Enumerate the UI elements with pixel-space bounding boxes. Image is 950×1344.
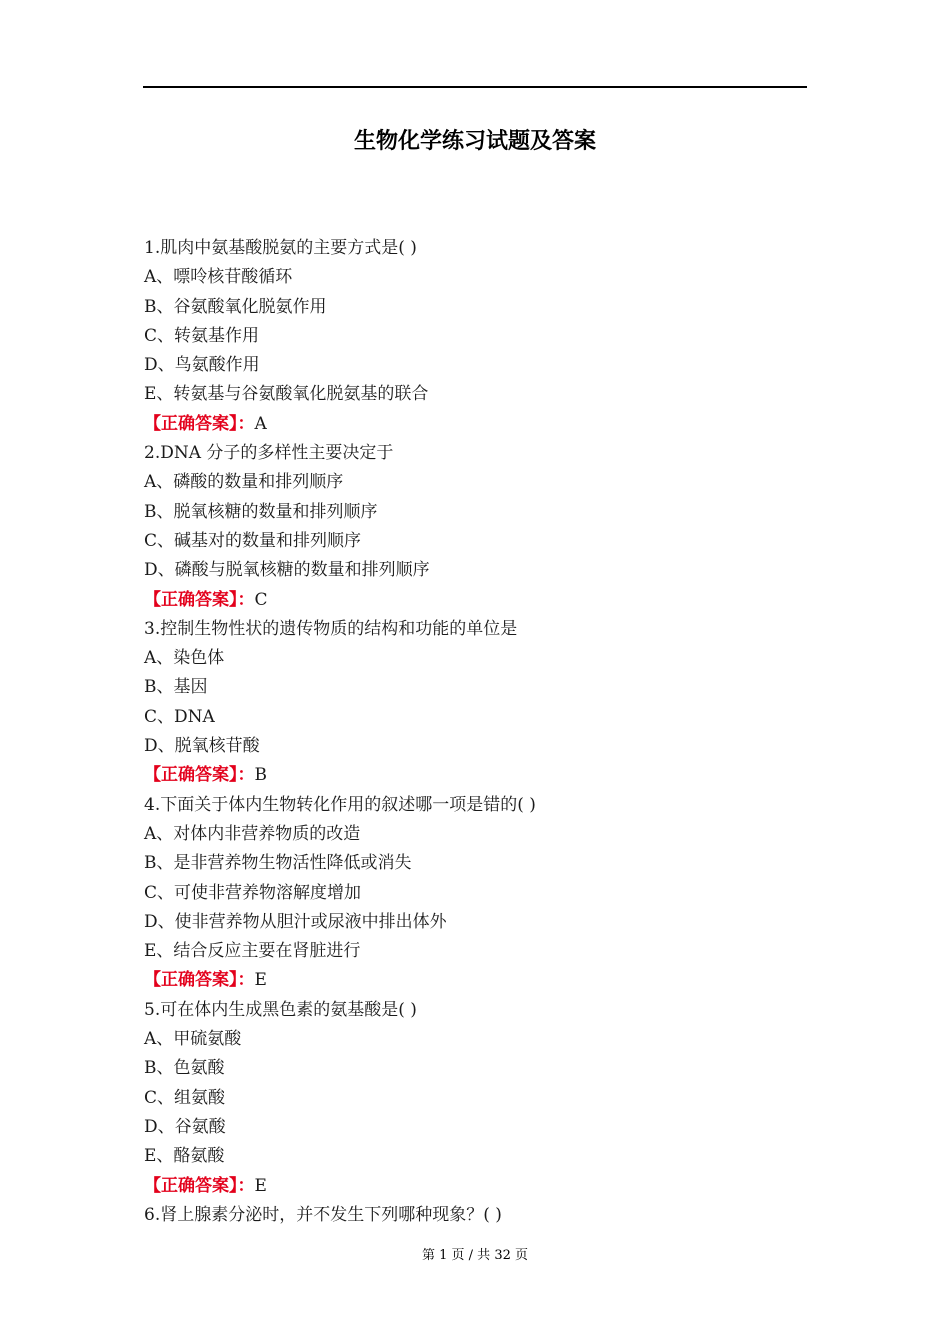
option-c: C、可使非营养物溶解度增加 xyxy=(144,882,362,903)
answer-line xyxy=(144,586,804,615)
answer-label: 【正确答案】： xyxy=(144,413,255,434)
option-b: B、是非营养物生物活性降低或消失 xyxy=(144,853,412,874)
option-e: E、转氨基与谷氨酸氧化脱氨基的联合 xyxy=(144,384,429,405)
option-d: D、使非营养物从胆汁或尿液中排出体外 xyxy=(144,911,447,932)
question-stem: 6.肾上腺素分泌时，并不发生下列哪种现象？( ) xyxy=(144,1204,502,1225)
option-a: A、甲硫氨酸 xyxy=(144,1029,242,1050)
question-stem: 1.肌肉中氨基酸脱氨的主要方式是( ) xyxy=(144,238,417,258)
option-b: B、脱氧核糖的数量和排列顺序 xyxy=(144,501,378,522)
question-stem: 2.DNA 分子的多样性主要决定于 xyxy=(144,443,394,464)
question-list xyxy=(144,234,804,1230)
option-b: B、谷氨酸氧化脱氨作用 xyxy=(144,296,327,317)
question-4 xyxy=(144,791,804,996)
answer-value: E xyxy=(254,970,267,991)
option-d: D、鸟氨酸作用 xyxy=(144,355,260,376)
question-stem: 4.下面关于体内生物转化作用的叙述哪一项是错的( ) xyxy=(144,794,536,815)
option-a: A、对体内非营养物质的改造 xyxy=(144,823,361,844)
option-c: C、碱基对的数量和排列顺序 xyxy=(144,530,362,551)
option-d: D、谷氨酸 xyxy=(144,1116,226,1137)
option-d: D、脱氧核苷酸 xyxy=(144,736,260,757)
question-6 xyxy=(144,1201,804,1230)
question-stem: 3.控制生物性状的遗传物质的结构和功能的单位是 xyxy=(144,618,518,639)
question-1 xyxy=(144,234,804,439)
question-2 xyxy=(144,439,804,615)
option-c: C、转氨基作用 xyxy=(144,325,260,346)
header-rule xyxy=(143,86,807,88)
option-b: B、色氨酸 xyxy=(144,1058,225,1079)
page-title: 生物化学练习试题及答案 xyxy=(353,129,596,154)
option-e: E、结合反应主要在肾脏进行 xyxy=(144,941,361,962)
answer-label: 【正确答案】： xyxy=(144,765,255,786)
option-b: B、基因 xyxy=(144,677,208,698)
answer-label: 【正确答案】： xyxy=(144,1175,255,1196)
option-a: A、染色体 xyxy=(144,648,225,669)
answer-line xyxy=(144,1172,804,1201)
question-stem: 5.可在体内生成黑色素的氨基酸是( ) xyxy=(144,999,417,1020)
option-d: D、磷酸与脱氧核糖的数量和排列顺序 xyxy=(144,560,430,581)
question-5 xyxy=(144,996,804,1201)
option-e: E、酪氨酸 xyxy=(144,1146,225,1167)
answer-value: A xyxy=(254,413,267,434)
option-c: C、组氨酸 xyxy=(144,1087,226,1108)
option-c: C、DNA xyxy=(144,706,215,727)
answer-line xyxy=(144,761,804,790)
answer-label: 【正确答案】： xyxy=(144,589,255,610)
page-footer: 第 1 页 / 共 32 页 xyxy=(422,1248,528,1263)
answer-label: 【正确答案】： xyxy=(144,970,255,991)
question-3 xyxy=(144,615,804,791)
answer-line xyxy=(144,966,804,995)
option-a: A、嘌呤核苷酸循环 xyxy=(144,267,293,288)
answer-value: E xyxy=(254,1175,267,1196)
answer-line xyxy=(144,410,804,439)
answer-value: B xyxy=(254,765,267,786)
answer-value: C xyxy=(254,589,268,610)
option-a: A、磷酸的数量和排列顺序 xyxy=(144,472,344,493)
